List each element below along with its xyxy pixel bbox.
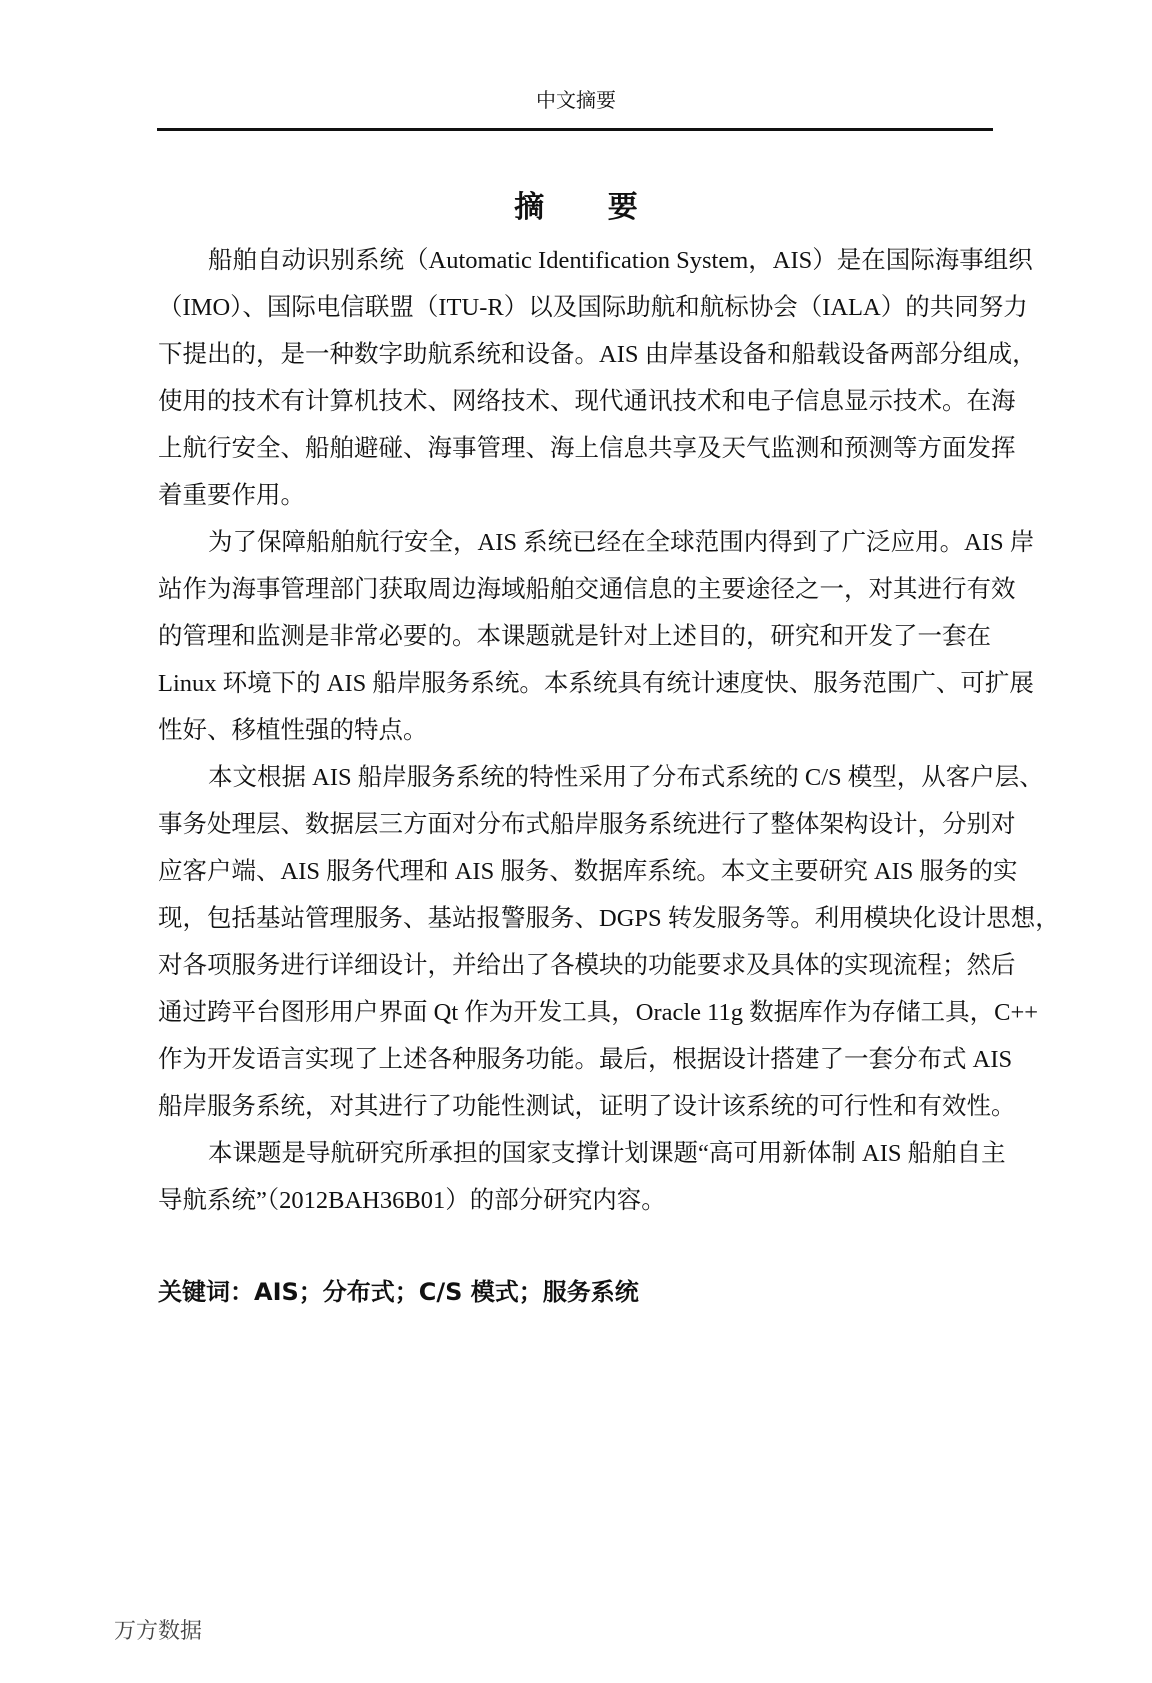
paragraph-line: 通过跨平台图形用户界面 Qt 作为开发工具，Oracle 11g 数据库作为存储工具，C++ — [158, 999, 1039, 1026]
abstract-body — [158, 237, 1060, 1224]
header-rule — [157, 128, 993, 131]
paragraph-line: 性好、移植性强的特点。 — [158, 717, 428, 744]
paragraph-line: 作为开发语言实现了上述各种服务功能。最后，根据设计搭建了一套分布式 AIS — [158, 1046, 1013, 1073]
paragraph-line: 现，包括基站管理服务、基站报警服务、DGPS 转发服务等。利用模块化设计思想， — [158, 905, 1060, 932]
running-header: 中文摘要 — [536, 90, 616, 112]
paragraph-line: 船岸服务系统，对其进行了功能性测试，证明了设计该系统的可行性和有效性。 — [158, 1093, 1016, 1120]
paragraph-line: 船舶自动识别系统（Automatic Identification System，AIS）是在国际海事组织 — [208, 247, 1033, 274]
paragraph-line: 为了保障船舶航行安全，AIS 系统已经在全球范围内得到了广泛应用。AIS 岸 — [208, 529, 1035, 556]
paragraph-line: 应客户端、AIS 服务代理和 AIS 服务、数据库系统。本文主要研究 AIS 服务的实 — [158, 858, 1018, 885]
paragraph-line: 本课题是导航研究所承担的国家支撑计划课题“高可用新体制 AIS 船舶自主 — [208, 1140, 1006, 1167]
paragraph-line: （IMO）、国际电信联盟（ITU-R）以及国际助航和航标协会（IALA）的共同努力 — [158, 294, 1028, 321]
paragraph — [158, 237, 1037, 519]
paragraph-line: 下提出的，是一种数字助航系统和设备。AIS 由岸基设备和船载设备两部分组成， — [158, 341, 1037, 368]
paragraph-line: 导航系统”（2012BAH36B01）的部分研究内容。 — [158, 1187, 666, 1214]
paragraph-line: 本文根据 AIS 船岸服务系统的特性采用了分布式系统的 C/S 模型，从客户层、 — [208, 764, 1044, 791]
page-title: 摘 要 — [514, 191, 666, 224]
watermark: 万方数据 — [114, 1618, 203, 1643]
paragraph-line: 的管理和监测是非常必要的。本课题就是针对上述目的，研究和开发了一套在 — [158, 623, 991, 650]
paragraph-line: 事务处理层、数据层三方面对分布式船岸服务系统进行了整体架构设计，分别对 — [158, 811, 1016, 838]
paragraph-line: 着重要作用。 — [158, 482, 305, 509]
paragraph — [158, 519, 1035, 754]
paragraph-line: 使用的技术有计算机技术、网络技术、现代通讯技术和电子信息显示技术。在海 — [158, 388, 1016, 415]
paragraph-line: 站作为海事管理部门获取周边海域船舶交通信息的主要途径之一，对其进行有效 — [158, 576, 1016, 603]
paragraph — [158, 1130, 1006, 1224]
paragraph — [158, 754, 1060, 1130]
keywords: 关键词：AIS；分布式；C/S 模式；服务系统 — [158, 1278, 639, 1306]
paragraph-line: Linux 环境下的 AIS 船岸服务系统。本系统具有统计速度快、服务范围广、可扩展 — [158, 670, 1034, 697]
paragraph-line: 对各项服务进行详细设计，并给出了各模块的功能要求及具体的实现流程；然后 — [158, 952, 1016, 979]
paragraph-line: 上航行安全、船舶避碰、海事管理、海上信息共享及天气监测和预测等方面发挥 — [158, 435, 1016, 462]
